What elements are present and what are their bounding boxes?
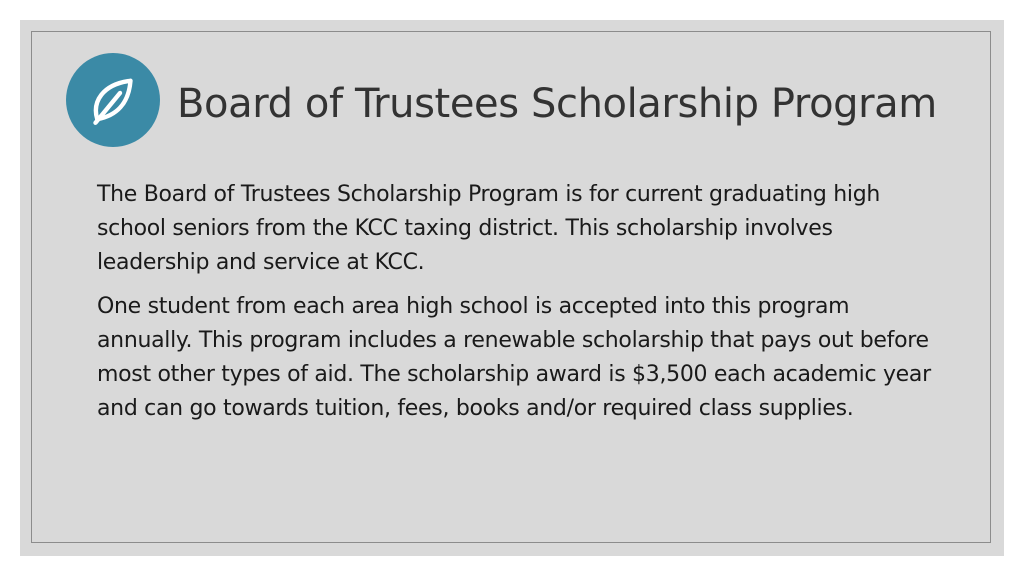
slide (20, 20, 1004, 556)
paragraph-details: One student from each area high school is accepted into this program annually. This program includes a renewable scholarship that pays out before most other types of aid. The scholarship award is $3,500 each academic year and can go towards tuition, fees, books and/or required class supplies. (97, 294, 931, 421)
logo-badge (66, 53, 160, 147)
body-text (97, 178, 947, 436)
page-title: Board of Trustees Scholarship Program (177, 81, 937, 127)
paragraph-intro: The Board of Trustees Scholarship Program is for current graduating high school seniors from the KCC taxing district. This scholarship involves leadership and service at KCC. (97, 182, 881, 275)
leaf-icon (85, 72, 141, 128)
